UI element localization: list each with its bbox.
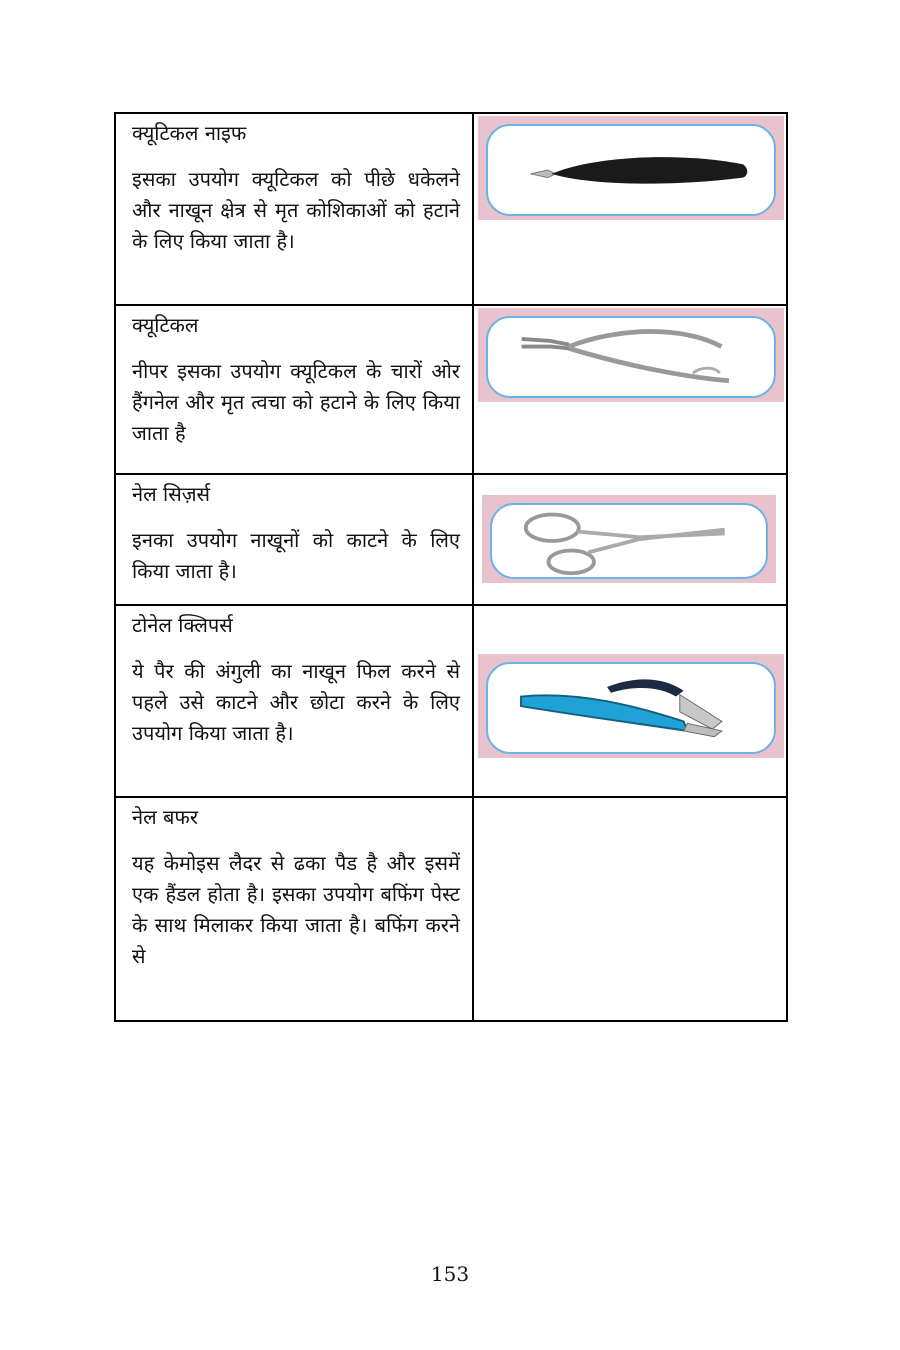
text-cell [116, 306, 474, 473]
image-cell [474, 114, 786, 304]
cuticle-nipper-image [478, 308, 784, 402]
toenail-clippers-image [478, 654, 784, 758]
cuticle-knife-image [478, 116, 784, 220]
tool-name: टोनेल क्लिपर्स [132, 613, 233, 637]
tool-name: क्यूटिकल [132, 313, 199, 337]
table-row [116, 798, 786, 1020]
image-cell [474, 606, 786, 796]
tool-name: नेल बफर [132, 805, 199, 829]
table-row [116, 475, 786, 606]
image-cell [474, 306, 786, 473]
tool-name: क्यूटिकल नाइफ [132, 121, 247, 145]
table-row [116, 606, 786, 798]
page-number: 153 [430, 1262, 470, 1286]
cuticle-knife-icon [488, 126, 774, 214]
tool-description: इसका उपयोग क्यूटिकल को पीछे धकेलने और नाखून क्षेत्र से मृत कोशिकाओं को हटाने के लिए किया जाता है। [132, 167, 460, 253]
text-cell [116, 114, 474, 304]
tool-description: ये पैर की अंगुली का नाखून फिल करने से पहले उसे काटने और छोटा करने के लिए उपयोग किया जाता है। [132, 659, 460, 745]
cuticle-nipper-icon [488, 318, 774, 396]
text-cell [116, 606, 474, 796]
nail-scissors-icon [492, 505, 766, 577]
text-cell [116, 798, 474, 1020]
tool-description: यह केमोइस लैदर से ढका पैड है और इसमें एक हैंडल होता है। इसका उपयोग बफिंग पेस्ट के साथ मिलाकर किया जाता है। बफिंग करने से [132, 851, 460, 968]
table-row [116, 114, 786, 306]
table-row [116, 306, 786, 475]
tool-description: इनका उपयोग नाखूनों को काटने के लिए किया जाता है। [132, 528, 460, 583]
tool-description: नीपर इसका उपयोग क्यूटिकल के चारों ओर हैंगनेल और मृत त्वचा को हटाने के लिए किया जाता है [132, 359, 460, 445]
nail-scissors-image [482, 495, 776, 583]
tool-name: नेल सिज़र्स [132, 482, 211, 506]
toenail-clippers-icon [488, 664, 774, 752]
image-cell [474, 475, 786, 604]
image-cell [474, 798, 786, 1020]
text-cell [116, 475, 474, 604]
tools-table [114, 112, 788, 1022]
